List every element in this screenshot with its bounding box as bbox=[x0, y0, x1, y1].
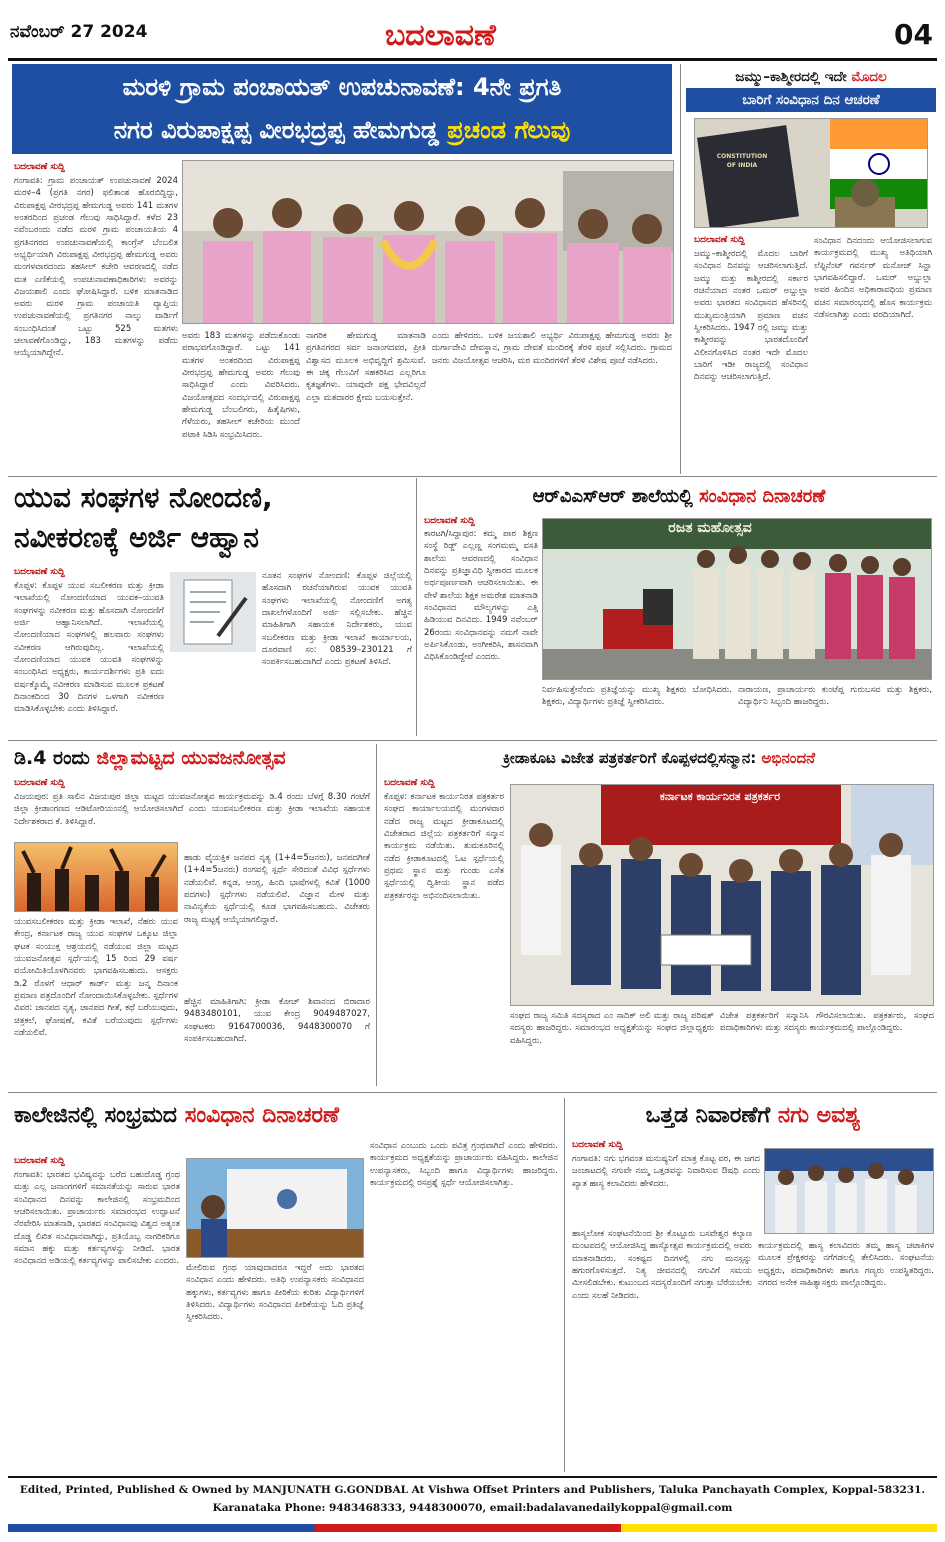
story8-headline-part-a: ಒತ್ತಡ ನಿವಾರಣೆಗೆ bbox=[645, 1103, 778, 1128]
footer-contact: Karanataka Phone: 9483468333, 9448300070, email:badalavanedailykoppal@gmail.com bbox=[212, 1502, 733, 1514]
story2-headline-part-b: ಮೊದಲ bbox=[851, 69, 887, 85]
story5-headline-part-b: ಜಿಲ್ಲಾಮಟ್ಟದ ಯುವಜನೋತ್ಸವ bbox=[96, 747, 286, 769]
story2-headline-part-a: ಜಮ್ಮು–ಕಾಶ್ಮೀರದಲ್ಲಿ ಇದೇ bbox=[735, 69, 852, 85]
page-number: 04 bbox=[894, 18, 933, 51]
story8-headline-part-b: ನಗು ಅವಶ್ಯ bbox=[777, 1103, 861, 1128]
story4-body-bottom2: ನಾರಾಯಣ, ಪ್ರಾಚಾರ್ಯರು ಕುಂಟೆಪ್ಪ ಗುರುಬಸವ ಮತ್ತು ಶಿಕ್ಷಕರು, ವಿದ್ಯಾರ್ಥಿನಿ ಸಿಬ್ಬಂದಿ ಹಾಜರಿದ್ದರು. bbox=[738, 685, 932, 708]
story3-body-col1: ಕೊಪ್ಪಳ: ಕೊಪ್ಪಳ ಯುವ ಸಬಲೀಕರಣ ಮತ್ತು ಕ್ರೀಡಾ ಇಲಾಖೆಯಲ್ಲಿ ನೋಂದಣಿಯಾದ ಯುವಕ–ಯುವತಿ ಸಂಘಗಳನ್ನು ನವೀಕರಣ ಮತ್ತು ಹೊಸದಾಗಿ ನೋಂದಣಿಗೆ ಅರ್ಜಿ ಆಹ್ವಾನಿಸಲಾಗಿದೆ. ಇಲಾಖೆಯಲ್ಲಿ ನೋಂದಣಿಯಾದ ಸಂಘಗಳಲ್ಲಿ ಹಲವಾರು ಸಂಘಗಳು ನವೀಕರಣ ಆಗಿರುವುದಿಲ್ಲ. ಇಲಾಖೆಯಲ್ಲಿ ನೋಂದಣಿಯಾದ ಯುವಕ ಯುವತಿ ಸಂಘಗಳನ್ನು ಸಂಬಂಧಿಸಿದ ಅಧ್ಯಕ್ಷರು, ಕಾರ್ಯದರ್ಶಿಗಳು ಪ್ರತಿ ಐದು ವರ್ಷಕ್ಕೊಮ್ಮೆ ನವೀಕರಣ ಮಾಡಿಸುವ ಮೂಲಕ ಪ್ರಕಟಣೆ ದಿನಾಂಕದಿಂದ 30 ದಿನಗಳ ಒಳಗಾಗಿ ನವೀಕರಣ ಮಾಡಿಸಿಕೊಳ್ಳಬೇಕು ಎಂದು ತಿಳಿಸಿದ್ದಾರೆ. bbox=[14, 581, 164, 715]
story7-body-col1: ಗಂಗಾವತಿ: ಭಾರತದ ಭವಿಷ್ಯವನ್ನು ಬರೆದ ಬಹುದೊಡ್ಡ ಗ್ರಂಥ ಮತ್ತು ಎಲ್ಲ ಜನಾಂಗಗಳಿಗೆ ಸಮಾನತೆಯನ್ನು ಸಾರುವ ಭಾರತ ಸಂವಿಧಾನದ ದಿನವನ್ನು ಕಾಲೇಜಿನಲ್ಲಿ ಸಂಭ್ರಮದಿಂದ ಆಚರಿಸಲಾಯಿತು. ಪ್ರಾಚಾರ್ಯರು ಸಮಾರಂಭದ ಉದ್ಘಾಟನೆ ನೆರವೇರಿಸಿ ಮಾತನಾಡಿ, ಭಾರತದ ಸಂವಿಧಾನವು ವಿಶ್ವದ ಅತ್ಯಂತ ದೊಡ್ಡ ಲಿಖಿತ ಸಂವಿಧಾನವಾಗಿದ್ದು, ಪ್ರತಿಯೊಬ್ಬ ನಾಗರಿಕರಿಗೂ ಸಮಾನ ಹಕ್ಕು ಮತ್ತು ಕರ್ತವ್ಯಗಳನ್ನು ನೀಡಿದೆ. ಭಾರತ ಸಂವಿಧಾನದ ಅಡಿಯಲ್ಲಿ ಕರ್ತವ್ಯಗಳನ್ನು ಪಾಲಿಸಬೇಕು ಎಂದರು. bbox=[14, 1170, 180, 1267]
story5-body-col1: ಯುವಸಬಲೀಕರಣ ಮತ್ತು ಕ್ರೀಡಾ ಇಲಾಖೆ, ನೆಹರು ಯುವ ಕೇಂದ್ರ, ಕರ್ನಾಟಕ ರಾಜ್ಯ ಯುವ ಸಂಘಗಳ ಒಕ್ಕೂಟ ಜಿಲ್ಲಾ ಘಟಕ ಸಂಯುಕ್ತ ಆಶ್ರಯದಲ್ಲಿ ನಡೆಯುವ ಜಿಲ್ಲಾ ಮಟ್ಟದ ಯುವಜನೋತ್ಸವ ಸ್ಪರ್ಧೆಯಲ್ಲಿ 15 ರಿಂದ 29 ವರ್ಷ ವಯೋಮಿತಿಯೊಳಗಿನವರು ಭಾಗವಹಿಸಬಹುದು. ಆಸಕ್ತರು ಡಿ.2 ರೊಳಗೆ ಆಧಾರ್ ಕಾರ್ಡ್ ಮತ್ತು ಜನ್ಮ ದಿನಾಂಕ ಪ್ರಮಾಣ ಪತ್ರದೊಂದಿಗೆ ನೋಂದಾಯಿಸಿಕೊಳ್ಳಬೇಕು. ಸ್ಪರ್ಧೆಗಳ ವಿವರ: ಜಾನಪದ ನೃತ್ಯ, ಜಾನಪದ ಗೀತೆ, ಕಥೆ ಬರೆಯುವುದು, ಚಿತ್ರಕಲೆ, ಘೋಷಣೆ, ಕವಿತೆ ಬರೆಯುವುದು ಸ್ಪರ್ಧೆಗಳು ನಡೆಯಲಿವೆ. bbox=[14, 917, 178, 1038]
story7-photo bbox=[186, 1158, 364, 1258]
story2-body-col1: ಜಮ್ಮು–ಕಾಶ್ಮೀರದಲ್ಲಿ ಮೊದಲ ಬಾರಿಗೆ ಸಂವಿಧಾನ ದಿನವನ್ನು ಆಚರಿಸಲಾಗುತ್ತಿದೆ. ಜಮ್ಮು ಮತ್ತು ಕಾಶ್ಮೀರದಲ್ಲಿ ಸರ್ಕಾರ ರಚನೆಯಾದ ನಂತರ ಒಮರ್ ಅಬ್ದುಲ್ಲಾ ಅವರು ಭಾರತದ ಸಂವಿಧಾನದ ಹೆಸರಿನಲ್ಲಿ ಮುಖ್ಯಮಂತ್ರಿಯಾಗಿ ಪ್ರಮಾಣ ವಚನ ಸ್ವೀಕರಿಸಿದರು. 1947 ರಲ್ಲಿ ಜಮ್ಮು ಮತ್ತು ಕಾಶ್ಮೀರವನ್ನು ಭಾರತದೊಂದಿಗೆ ವಿಲೀನಗೊಳಿಸಿದ ನಂತರ ಇದೇ ಮೊದಲ ಬಾರಿಗೆ ಇಡೀ ರಾಜ್ಯದಲ್ಲಿ ಸಂವಿಧಾನ ದಿನವನ್ನು ಆಚರಿಸಲಾಗುತ್ತಿದೆ. bbox=[694, 249, 808, 383]
story6-body-col2: ಸಂಘದ ರಾಜ್ಯ ಸಮಿತಿ ಸದಸ್ಯರಾದ ಎಂ ಸಾದಿಕ್ ಅಲಿ ಮತ್ತು ರಾಜ್ಯ ಪರಿಷತ್ ಸದಸ್ಯರು ಹಾಜರಿದ್ದರು. ಸಮಾರಂಭದ ಅಧ್ಯಕ್ಷತೆಯನ್ನು ಸಂಘದ ಜಿಲ್ಲಾಧ್ಯಕ್ಷರು ವಹಿಸಿದ್ದರು. bbox=[510, 1011, 714, 1046]
story4-body-bottom1: ನಿರ್ವಹಿಸುತ್ತೇನೆಂದು ಪ್ರತಿಜ್ಞೆಯನ್ನು ಮುಖ್ಯ ಶಿಕ್ಷಕರು ಬೋಧಿಸಿದರು. ಶಿಕ್ಷಕರು, ವಿದ್ಯಾರ್ಥಿಗಳು ಪ್ರತಿಜ್ಞೆ ಸ್ವೀಕರಿಸಿದರು. bbox=[542, 685, 732, 708]
story2-headline-line2: ಬಾರಿಗೆ ಸಂವಿಧಾನ ದಿನ ಆಚರಣೆ bbox=[686, 88, 936, 112]
section-divider bbox=[8, 1092, 937, 1093]
story1-headline-part-b: ಪ್ರಚಂಡ ಗೆಲುವು bbox=[447, 116, 571, 144]
story6-headline bbox=[384, 744, 934, 772]
issue-date: ನವೆಂಬರ್ 27 2024 bbox=[10, 22, 148, 42]
story8-body-top: ಗಂಗಾವತಿ: ನಗು ಭಗವಂತ ಮನುಷ್ಯನಿಗೆ ಮಾತ್ರ ಕೊಟ್ಟ ವರ, ಈ ಜಗದ ಜಂಜಾಟದಲ್ಲಿ ನಗುವೇ ನಮ್ಮ ಒತ್ತಡವನ್ನು ನಿವಾರಿಸುವ ಔಷಧಿ ಎಂದು ಖ್ಯಾತ ಹಾಸ್ಯ ಕಲಾವಿದರು ಹೇಳಿದರು. bbox=[572, 1154, 760, 1189]
footer-color-bar bbox=[8, 1524, 937, 1532]
story2-byline: ಬದಲಾವಣೆ ಸುದ್ದಿ bbox=[694, 235, 745, 245]
story8-body-col2: ಕಾರ್ಯಕ್ರಮದಲ್ಲಿ ಹಾಸ್ಯ ಕಲಾವಿದರು ತಮ್ಮ ಹಾಸ್ಯ ಚಟಾಕಿಗಳ ಮೂಲಕ ಪ್ರೇಕ್ಷಕರನ್ನು ನಗೆಗಡಲಲ್ಲಿ ತೇಲಿಸಿದರು. ಸಂಘಟನೆಯ ಅಧ್ಯಕ್ಷರು, ಪದಾಧಿಕಾರಿಗಳು ಹಾಗೂ ಗಣ್ಯರು ಉಪಸ್ಥಿತರಿದ್ದರು. ನಗರದ ಅನೇಕ ಸಾಹಿತ್ಯಾಸಕ್ತರು ಪಾಲ್ಗೊಂಡಿದ್ದರು. bbox=[758, 1241, 934, 1288]
story1-headline-line2 bbox=[12, 109, 672, 152]
story5-byline: ಬದಲಾವಣೆ ಸುದ್ದಿ bbox=[14, 778, 65, 788]
story6-photo bbox=[510, 784, 934, 1006]
story1-body-col1: ಗಂಗಾವತಿ: ಗ್ರಾಮ ಪಂಚಾಯತ್ ಉಪಚುನಾವಣೆ 2024 ಮರಳಿ–4 (ಪ್ರಗತಿ ನಗರ) ಫಲಿತಾಂಶ ಹೊರಬಿದ್ದಿದ್ದು, ವಿರುಪಾಕ್ಷಪ್ಪ ವೀರಭದ್ರಪ್ಪ ಹೇಮಗುಡ್ಡ ಅವರು 141 ಮತಗಳ ಅಂತರದಿಂದ ಪ್ರಚಂಡ ಗೆಲುವು ಸಾಧಿಸಿದ್ದಾರೆ. ಕಳೆದ 23 ನವೆಂಬರಂದು ನಡೆದ ಮರಳಿ ಗ್ರಾಮ ಪಂಚಾಯತಿಯ 4 ಪ್ರಗತಿನಗರದ ಉಪಚುನಾವಣೆಯಲ್ಲಿ ಕಾಂಗ್ರೆಸ್ ಬೆಂಬಲಿತ ಅಭ್ಯರ್ಥಿಯಾಗಿ ವಿರುಪಾಕ್ಷಪ್ಪ ವೀರಭದ್ರಪ್ಪ ಹೇಮಗುಡ್ಡ ಅವರು ಮಂಗಳವಾರದಂದು ತಹಸೀಲ್ ಕಚೇರಿ ಆವರಣದಲ್ಲಿ ನಡೆದ ಮತ ಎಣಿಕೆಯಲ್ಲಿ ಉಪಚುನಾವಣಾಧಿಕಾರಿಗಳು ಅವರನ್ನು ವಿಜಯಶಾಲಿ ಎಂದು ಘೋಷಿಸಿದ್ದಾರೆ. ಬಳಿಕ ಮಾತನಾಡಿದ ಅವರು ಮರಳಿ ಗ್ರಾಮ ಪಂಚಾಯತಿ ವ್ಯಾಪ್ತಿಯ ಉಪಚುನಾವಣೆಯಲ್ಲಿ ಪ್ರಗತಿನಗರ ನಾಲ್ಕು ವಾರ್ಡಿಗೆ ಸಂಬಂಧಿಸಿದಂತೆ ಒಟ್ಟು 525 ಮತಗಳು ಚಲಾವಣೆಗೊಂಡಿದ್ದು, 183 ಮತಗಳನ್ನು ಪಡೆದು ಆಯ್ಕೆಯಾಗಿದ್ದೇನೆ. bbox=[14, 176, 178, 359]
story1-body-col3: ನಾಗರಿಕ ಹೇಮಗುಡ್ಡ ಮಾತನಾಡಿ ಪ್ರಗತಿನಗರದ ಸರ್ವ ಜನಾಂಗದವರ, ಪ್ರೀತಿ ವಿಶ್ವಾಸದ ಮೂಲಕ ಅಭಿವೃದ್ಧಿಗೆ ಶ್ರಮಿಸುವೆ. ಈ ಚಿಕ್ಕ ಗೆಲುವಿಗೆ ಸಹಕರಿಸಿದ ಎಲ್ಲರಿಗೂ ಕೃತಜ್ಞತೆಗಳು. ಯಾವುದೇ ಪಕ್ಷ ಭೇದವಿಲ್ಲದೆ ಎಲ್ಲಾ ಮತದಾರರ ಕ್ಷೇಮ ಬಯಸುತ್ತೇನೆ. bbox=[306, 331, 426, 403]
story8-byline: ಬದಲಾವಣೆ ಸುದ್ದಿ bbox=[572, 1140, 623, 1150]
story1-headline-part-a: ನಗರ ವಿರುಪಾಕ್ಷಪ್ಪ ವೀರಭದ್ರಪ್ಪ ಹೇಮಗುಡ್ಡ bbox=[113, 116, 448, 144]
story2-photo bbox=[694, 118, 928, 228]
story6-headline-part-a: ಕ್ರೀಡಾಕೂಟ ವಿಜೇತ ಪತ್ರಕರ್ತರಿಗೆ ಕೊಪ್ಪಳದಲ್ಲಿಸನ್ಮಾನ: bbox=[502, 749, 762, 767]
story3-byline: ಬದಲಾವಣೆ ಸುದ್ದಿ bbox=[14, 567, 65, 577]
column-divider bbox=[680, 64, 681, 474]
story8-body-col1: ಹಾಸ್ಯಲೋಕ ಸಂಘಟನೆಯಿಂದ ಶ್ರೀ ಕೊಟ್ಟೂರು ಬಸವೇಶ್ವರ ಕಲ್ಯಾಣ ಮಂಟಪದಲ್ಲಿ ಆಯೋಜಿಸಿದ್ದ ಹಾಸ್ಯೋತ್ಸವ ಕಾರ್ಯಕ್ರಮದಲ್ಲಿ ಅವರು ಮಾತನಾಡಿದರು. ಸಂಕಷ್ಟದ ದಿನಗಳಲ್ಲಿ ನಗು ಮನಸ್ಸನ್ನು ಹಗುರಗೊಳಿಸುತ್ತದೆ. ನಿತ್ಯ ಜೀವನದಲ್ಲಿ ನಗುವಿಗೆ ಸಮಯ ಮೀಸಲಿಡಬೇಕು. ಕುಟುಂಬದ ಸದಸ್ಯರೊಂದಿಗೆ ನಗುತ್ತಾ ಬೆರೆಯಬೇಕು ಎಂದು ಸಲಹೆ ನೀಡಿದರು. bbox=[572, 1229, 752, 1301]
story1-headline bbox=[12, 64, 672, 154]
story4-photo-banner-text: ರಜತ ಮಹೋತ್ಸವ bbox=[668, 520, 752, 536]
section-divider bbox=[8, 740, 937, 741]
story6-body-col3: ವಿಜೇತ ಪತ್ರಕರ್ತರಿಗೆ ಸನ್ಮಾನಿಸಿ ಗೌರವಿಸಲಾಯಿತು. ಪತ್ರಕರ್ತರು, ಸಂಘದ ಪದಾಧಿಕಾರಿಗಳು ಮತ್ತು ಸದಸ್ಯರು ಕಾರ್ಯಕ್ರಮದಲ್ಲಿ ಪಾಲ್ಗೊಂಡಿದ್ದರು. bbox=[720, 1011, 934, 1034]
story6-body-col1: ಕೊಪ್ಪಳ: ಕರ್ನಾಟಕ ಕಾರ್ಯನಿರತ ಪತ್ರಕರ್ತರ ಸಂಘದ ಕಾರ್ಯಾಲಯದಲ್ಲಿ ಮಂಗಳವಾರ ನಡೆದ ರಾಜ್ಯ ಮಟ್ಟದ ಕ್ರೀಡಾಕೂಟದಲ್ಲಿ ವಿಜೇತರಾದ ಜಿಲ್ಲೆಯ ಪತ್ರಕರ್ತರಿಗೆ ಸನ್ಮಾನ ಕಾರ್ಯಕ್ರಮ ನಡೆಯಿತು. ತುಮಕೂರಿನಲ್ಲಿ ನಡೆದ ಕ್ರೀಡಾಕೂಟದಲ್ಲಿ ಓಟ ಸ್ಪರ್ಧೆಯಲ್ಲಿ ಪ್ರಥಮ ಸ್ಥಾನ ಮತ್ತು ಗುಂಡು ಎಸೆತ ಸ್ಪರ್ಧೆಯಲ್ಲಿ ದ್ವಿತೀಯ ಸ್ಥಾನ ಪಡೆದ ಪತ್ರಕರ್ತರನ್ನು ಅಭಿನಂದಿಸಲಾಯಿತು. bbox=[384, 792, 504, 901]
column-divider bbox=[416, 478, 417, 736]
story2-headline bbox=[686, 66, 936, 112]
story3-headline-line1: ಯುವ ಸಂಘಗಳ ನೋಂದಣಿ, bbox=[14, 481, 273, 514]
column-divider bbox=[376, 744, 377, 1086]
story6-headline-part-b: ಅಭಿನಂದನೆ bbox=[761, 749, 816, 767]
story5-headline-part-a: ಡಿ.4 ರಂದು bbox=[14, 747, 97, 769]
story4-byline: ಬದಲಾವಣೆ ಸುದ್ದಿ bbox=[424, 516, 475, 526]
story3-headline bbox=[14, 478, 410, 558]
story5-contact: ಹೆಚ್ಚಿನ ಮಾಹಿತಿಗಾಗಿ: ಕ್ರೀಡಾ ಕೋಚ್ ಶಿವಾನಂದ ಬಿರಾದಾರ 9483480101, ಯುವ ಕೇಂದ್ರ 9049487027, ಸಂಘಟಕರು 9164700036, 9448300070 ಗೆ ಸಂಪರ್ಕಿಸಬಹುದಾಗಿದೆ. bbox=[184, 997, 370, 1044]
constitution-book-label: CONSTITUTION OF INDIA bbox=[716, 153, 768, 169]
story7-headline bbox=[14, 1098, 558, 1134]
story8-photo bbox=[764, 1148, 934, 1234]
story7-body-col2: ಮೇಲಿರುವ ಗ್ರಂಥ ಯಾವುದಾದರೂ ಇದ್ದರೆ ಅದು ಭಾರತದ ಸಂವಿಧಾನ ಎಂದು ಹೇಳಿದರು. ಅತಿಥಿ ಉಪನ್ಯಾಸಕರು ಸಂವಿಧಾನದ ಹಕ್ಕುಗಳು, ಕರ್ತವ್ಯಗಳು ಹಾಗೂ ಪೀಠಿಕೆಯ ಕುರಿತು ವಿದ್ಯಾರ್ಥಿಗಳಿಗೆ ತಿಳಿಸಿದರು. ವಿದ್ಯಾರ್ಥಿಗಳು ಸಂವಿಧಾನದ ಪೀಠಿಕೆಯನ್ನು ಓದಿ ಪ್ರತಿಜ್ಞೆ ಸ್ವೀಕರಿಸಿದರು. bbox=[186, 1263, 364, 1323]
story3-body-col2: ನೂತನ ಸಂಘಗಳ ನೋಂದಣಿ: ಕೊಪ್ಪಳ ಜಿಲ್ಲೆಯಲ್ಲಿ ಹೊಸದಾಗಿ ರಚನೆಯಾಗಿರುವ ಯುವಕ ಯುವತಿ ಸಂಘಗಳು ಇಲಾಖೆಯಲ್ಲಿ ನೋಂದಣಿಗೆ ಅಗತ್ಯ ದಾಖಲೆಗಳೊಂದಿಗೆ ಅರ್ಜಿ ಸಲ್ಲಿಸಬೇಕು. ಹೆಚ್ಚಿನ ಮಾಹಿತಿಗಾಗಿ ಸಹಾಯಕ ನಿರ್ದೇಶಕರು, ಯುವ ಸಬಲೀಕರಣ ಮತ್ತು ಕ್ರೀಡಾ ಇಲಾಖೆ ಕಾರ್ಯಾಲಯ, ದೂರವಾಣಿ ಸಂ: 08539–230121 ಗೆ ಸಂಪರ್ಕಿಸಬಹುದಾಗಿದೆ ಎಂದು ಪ್ರಕಟಣೆ ತಿಳಿಸಿದೆ. bbox=[262, 571, 412, 668]
column-divider bbox=[564, 1098, 565, 1472]
story5-headline bbox=[14, 744, 370, 772]
story1-byline: ಬದಲಾವಣೆ ಸುದ್ದಿ bbox=[14, 162, 65, 172]
newspaper-title: ಬದಲಾವಣೆ bbox=[385, 18, 496, 53]
story4-photo bbox=[542, 518, 932, 680]
footer-imprint: Edited, Printed, Published & Owned by MANJUNATH G.GONDBAL At Vishwa Offset Printers and Publishers, Taluka Panchayath Complex, Koppal-583231. bbox=[19, 1484, 926, 1496]
story3-headline-line2: ನವೀಕರಣಕ್ಕೆ ಅರ್ಜಿ ಆಹ್ವಾನ bbox=[14, 521, 259, 554]
story7-headline-part-a: ಕಾಲೇಜಿನಲ್ಲಿ ಸಂಭ್ರಮದ bbox=[14, 1103, 185, 1128]
story7-body-col3: ಸಂವಿಧಾನ ಎಂಬುದು ಒಂದು ಪವಿತ್ರ ಗ್ರಂಥವಾಗಿದೆ ಎಂದು ಹೇಳಿದರು. ಕಾರ್ಯಕ್ರಮದ ಅಧ್ಯಕ್ಷತೆಯನ್ನು ಪ್ರಾಚಾರ್ಯರು ವಹಿಸಿದ್ದರು. ಕಾಲೇಜಿನ ಉಪನ್ಯಾಸಕರು, ಸಿಬ್ಬಂದಿ ಹಾಗೂ ವಿದ್ಯಾರ್ಥಿಗಳು ಹಾಜರಿದ್ದರು. ಕಾರ್ಯಕ್ರಮದಲ್ಲಿ ರಸಪ್ರಶ್ನೆ ಸ್ಪರ್ಧೆ ಆಯೋಜಿಸಲಾಗಿತ್ತು. bbox=[370, 1141, 558, 1188]
story4-headline-part-a: ಆರ್‌ವಿಎಸ್‌ಆರ್ ಶಾಲೆಯಲ್ಲಿ bbox=[532, 486, 700, 507]
section-divider bbox=[8, 476, 937, 477]
story5-body-top: ವಿಜಯಪುರ: ಪ್ರತಿ ಸಾಲಿನ ವಿಜಯಪುರ ಜಿಲ್ಲಾ ಮಟ್ಟದ ಯುವಜನೋತ್ಸವ ಕಾರ್ಯಕ್ರಮವನ್ನು ಡಿ.4 ರಂದು ಬೆಳಗ್ಗೆ 8.30 ಗಂಟೆಗೆ ಜಿಲ್ಲಾ ಕ್ರೀಡಾಂಗಣದ ಆಡಿಟೋರಿಯಂನಲ್ಲಿ ಆಯೋಜಿಸಲಾಗಿದೆ ಎಂದು ಯುವಸಬಲೀಕರಣ ಮತ್ತು ಕ್ರೀಡಾ ಇಲಾಖೆಯ ಸಹಾಯಕ ನಿರ್ದೇಶಕರಾದ ಕೆ. ತಿಳಿಸಿದ್ದಾರೆ. bbox=[14, 792, 370, 827]
story8-headline bbox=[572, 1098, 934, 1134]
story4-body-top: ಕಾರಟಗಿ/ಸಿದ್ದಾಪುರ: ಕಮ್ಮ ಪಾಠ ಶಿಕ್ಷಣ ಸಂಸ್ಥೆ ರಿಡ್ಜ್ ಎಲ್ಲಣ್ಣ ಸಂಗಮಮ್ಮ ವಸತಿ ಶಾಲೆಯ ಆವರಣದಲ್ಲಿ ಸಂವಿಧಾನ ದಿನವನ್ನು ಪ್ರತಿಜ್ಞಾವಿಧಿ ಸ್ವೀಕಾರದ ಮೂಲಕ ಅರ್ಥಪೂರ್ಣವಾಗಿ ಆಚರಿಸಲಾಯಿತು. ಈ ವೇಳೆ ಶಾಲೆಯ ಶಿಕ್ಷಕ ಅಮರೇಶ ಮಾತನಾಡಿ ಸಂವಿಧಾನದ ಮೌಲ್ಯಗಳನ್ನು ಎತ್ತಿ ಹಿಡಿಯುವ ದಿನವಿದು. 1949 ನವೆಂಬರ್ 26ರಂದು ಸಂವಿಧಾನವನ್ನು ನಮಗೆ ನಾವೇ ಅರ್ಪಿಸಿಕೊಂಡು, ಅಂಗೀಕರಿಸಿ, ಶಾಸನವಾಗಿ ವಿಧಿಸಿಕೊಂಡಿದ್ದೇವೆ ಎಂದರು. bbox=[424, 529, 538, 663]
form-illustration bbox=[170, 572, 256, 652]
story4-headline bbox=[424, 484, 934, 510]
story2-body-col2: ಸಂವಿಧಾನ ದಿನದಂದು ಆಯೋಜಿಸಲಾಗುವ ಕಾರ್ಯಕ್ರಮದಲ್ಲಿ ಮುಖ್ಯ ಅತಿಥಿಯಾಗಿ ಲೆಫ್ಟಿನೆಂಟ್ ಗವರ್ನರ್ ಮನೋಜ್ ಸಿನ್ಹಾ ಭಾಗವಹಿಸಲಿದ್ದಾರೆ. ಒಮರ್ ಅಬ್ದುಲ್ಲಾ ಅವರ ಹಿಂದಿನ ಅಧಿಕಾರಾವಧಿಯ ಪ್ರಮಾಣ ವಚನ ಸಮಾರಂಭದಲ್ಲಿ ಹೊಸ ಕಾರ್ಯಕ್ರಮ ನಡೆಸಲಾಗಿತ್ತು ಎಂದು ವರದಿಯಾಗಿದೆ. bbox=[814, 236, 932, 320]
story6-byline: ಬದಲಾವಣೆ ಸುದ್ದಿ bbox=[384, 778, 435, 788]
story7-headline-part-b: ಸಂವಿಧಾನ ದಿನಾಚರಣೆ bbox=[184, 1103, 340, 1128]
story1-photo bbox=[182, 160, 674, 324]
story4-headline-part-b: ಸಂವಿಧಾನ ದಿನಾಚರಣೆ bbox=[699, 486, 826, 507]
story7-byline: ಬದಲಾವಣೆ ಸುದ್ದಿ bbox=[14, 1156, 65, 1166]
footer-rule bbox=[8, 1476, 937, 1478]
story5-photo bbox=[14, 842, 178, 912]
story6-photo-banner-text: ಕರ್ನಾಟಕ ಕಾರ್ಯನಿರತ ಪತ್ರಕರ್ತರ bbox=[659, 790, 781, 803]
story1-body-col4: ಎಂದು ಹೇಳಿದರು. ಬಳಿಕ ಜಯಶಾಲಿ ಅಭ್ಯರ್ಥಿ ವಿರುಪಾಕ್ಷಪ್ಪ ಹೇಮಗುಡ್ಡ ಅವರು ಶ್ರೀ ದುರ್ಗಾದೇವಿ ದೇವಸ್ಥಾನ, ಗ್ರಾಮ ದೇವತೆ ಮಂದಿರಕ್ಕೆ ತೆರಳಿ ಪೂಜೆ ಸಲ್ಲಿಸಿದರು. ಗ್ರಾಮದ ಜನರು ವಿಜಯೋತ್ಸವ ಆಚರಿಸಿ, ಮಠ ಮಂದಿರಗಳಿಗೆ ತೆರಳಿ ವಿಶೇಷ ಪೂಜೆ ನಡೆಸಿದರು. bbox=[432, 331, 672, 366]
story1-body-col2: ಅವರು 183 ಮತಗಳನ್ನು ಪಡೆದುಕೊಂಡು ಪರಾಭವಗೊಂಡಿದ್ದಾರೆ. ಒಟ್ಟು 141 ಮತಗಳ ಅಂತರದಿಂದ ವಿರುಪಾಕ್ಷಪ್ಪ ವೀರಭದ್ರಪ್ಪ ಹೇಮಗುಡ್ಡ ಅವರು ಗೆಲುವು ಸಾಧಿಸಿದ್ದಾರೆ ಎಂದು ವಿವರಿಸಿದರು. ವಿಜಯೋತ್ಸವದ ಸಂದರ್ಭದಲ್ಲಿ ವಿರುಪಾಕ್ಷಪ್ಪ ಹೇಮಗುಡ್ಡ ಬೆಂಬಲಿಗರು, ಹಿತೈಷಿಗಳು, ಗೆಳೆಯರು, ತಹಸೀಲ್ ಕಚೇರಿಯ ಮುಂದೆ ಪಟಾಕಿ ಸಿಡಿಸಿ ಸಂಭ್ರಮಿಸಿದರು. bbox=[182, 331, 300, 440]
masthead-rule bbox=[8, 58, 937, 61]
story5-body-col2: ಹಾಡು ವೈಯಕ್ತಿಕ ಜನಪದ ನೃತ್ಯ (1+4=5ಜನರು), ಜನಪದಗೀತೆ (1+4=5ಜನರು) ರಂಗವಲ್ಲಿ ಸ್ಪರ್ಧೆ ಸೇರಿದಂತೆ ವಿವಿಧ ಸ್ಪರ್ಧೆಗಳು ನಡೆಯಲಿವೆ. ಕನ್ನಡ, ಆಂಗ್ಲ, ಹಿಂದಿ ಭಾಷೆಗಳಲ್ಲಿ ಕವಿತೆ (1000 ಪದಗಳು) ಸ್ಪರ್ಧೆಗಳು ನಡೆಯಲಿವೆ. ವಿಜ್ಞಾನ ಮೇಳ ಮತ್ತು ನಾವಿನ್ಯತೆಯ ಸ್ಪರ್ಧೆಯಲ್ಲಿ ಕೂಡ ಭಾಗವಹಿಸಬಹುದು. ವಿಜೇತರು ರಾಜ್ಯ ಮಟ್ಟಕ್ಕೆ ಆಯ್ಕೆಯಾಗಲಿದ್ದಾರೆ. bbox=[184, 853, 370, 925]
story1-headline-line1: ಮರಳಿ ಗ್ರಾಮ ಪಂಚಾಯತ್ ಉಪಚುನಾವಣೆ: 4ನೇ ಪ್ರಗತಿ bbox=[122, 73, 562, 101]
